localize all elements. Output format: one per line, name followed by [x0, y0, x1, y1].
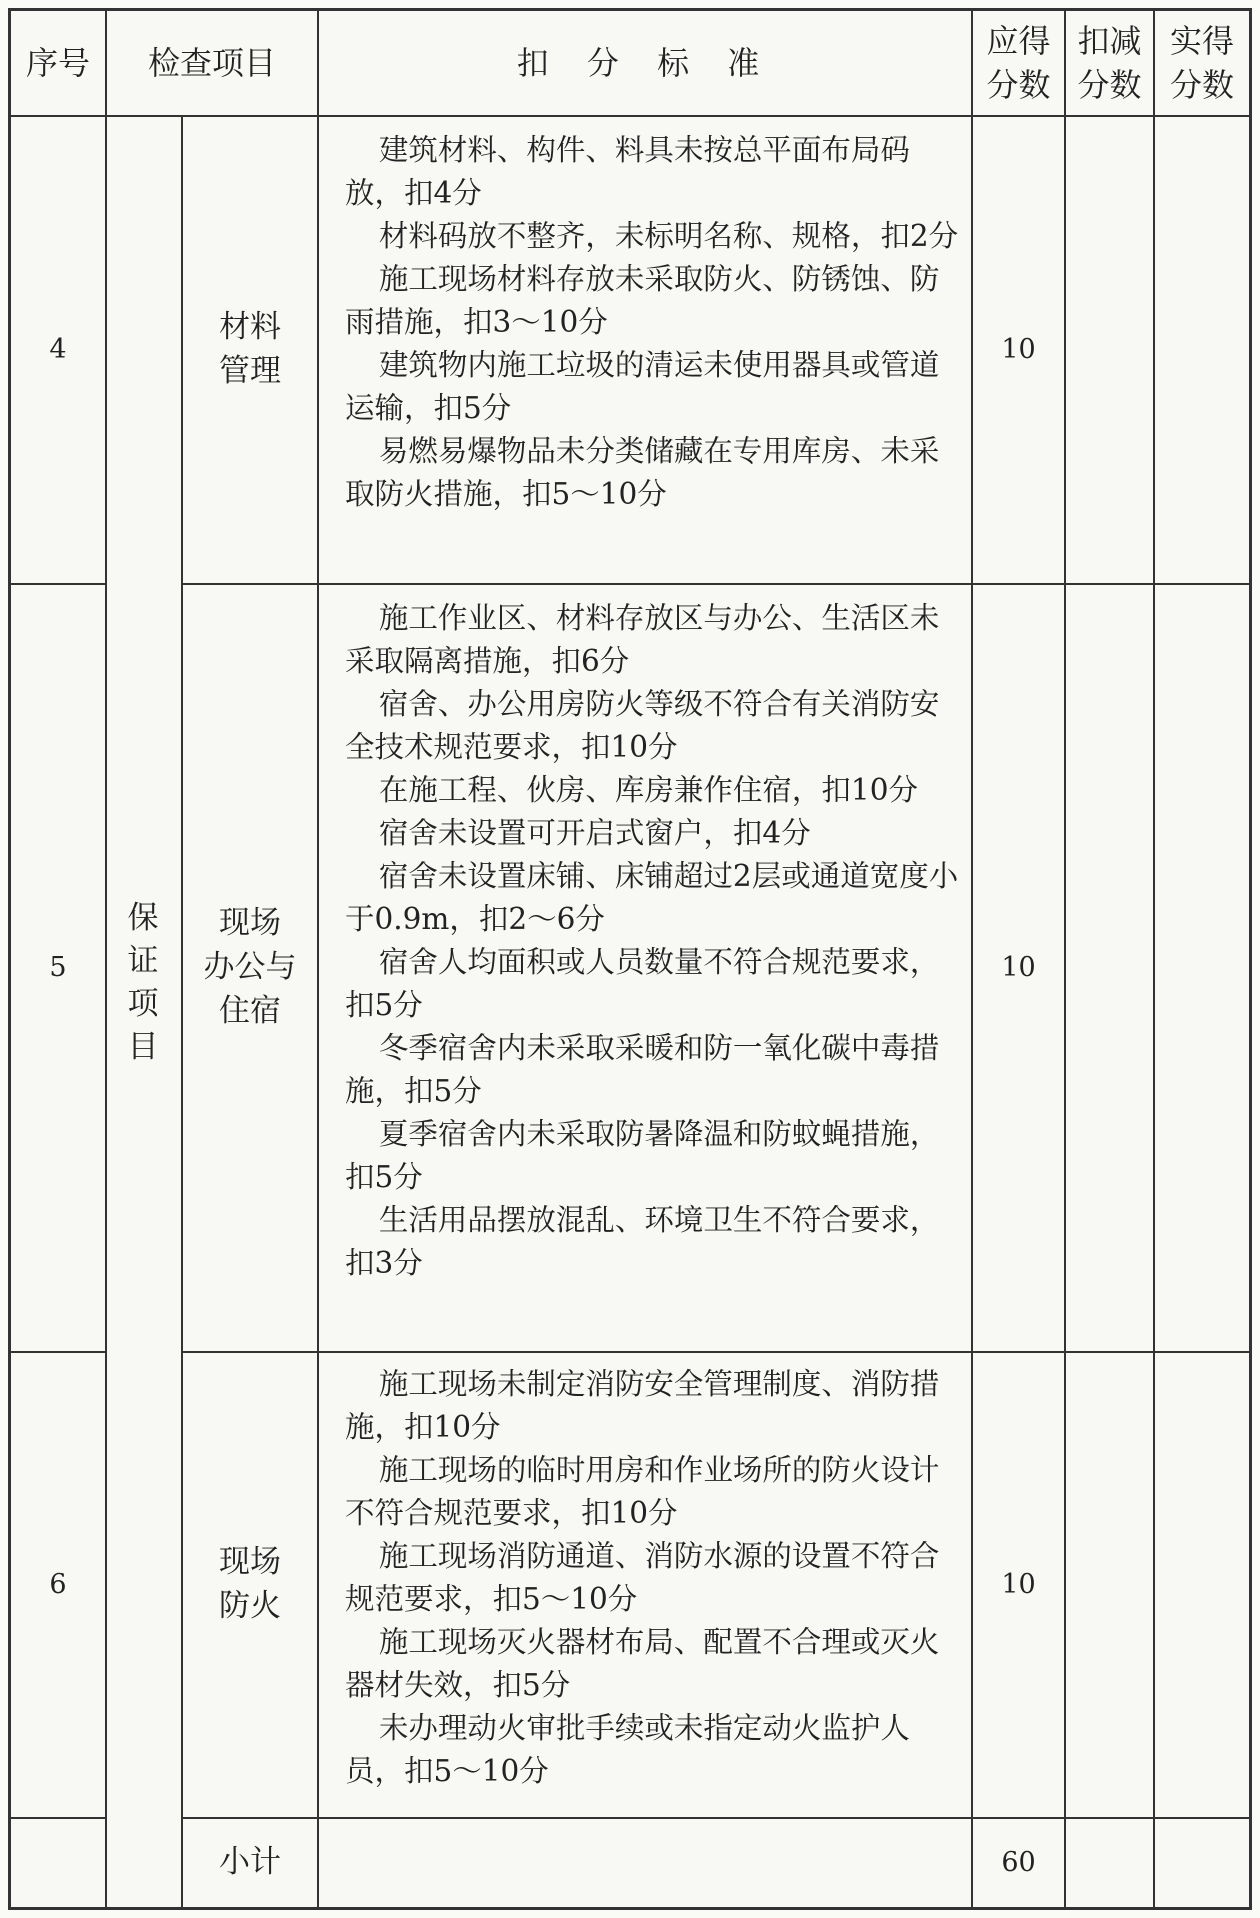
row-divider	[181, 1817, 1249, 1819]
row-seq: 6	[49, 1568, 67, 1600]
row-item: 现场 防火	[219, 1544, 281, 1624]
row-divider	[11, 1817, 105, 1819]
deduction-rule: 未办理动火审批手续或未指定动火监护人员，扣5～10分	[345, 1711, 910, 1788]
header-deduct-score: 扣减 分数	[1077, 22, 1142, 104]
subtotal-label: 小计	[219, 1844, 281, 1880]
deduction-rule: 宿舍人均面积或人员数量不符合规范要求，扣5分	[345, 945, 940, 1022]
deduction-rule: 施工现场灭火器材布局、配置不合理或灭火器材失效，扣5分	[345, 1625, 940, 1702]
row-divider	[181, 583, 1249, 585]
column-divider	[1153, 11, 1155, 1907]
scoring-table	[8, 8, 1252, 1910]
row-item: 现场 办公与 住宿	[203, 905, 297, 1029]
row-seq: 4	[49, 333, 67, 365]
deduction-rule: 夏季宿舍内未采取防暑降温和防蚊蝇措施，扣5分	[345, 1117, 940, 1194]
deduction-rule: 材料码放不整齐，未标明名称、规格，扣2分	[378, 219, 959, 253]
deduction-rule: 施工现场材料存放未采取防火、防锈蚀、防雨措施，扣3～10分	[345, 262, 940, 339]
deduction-rule: 施工现场消防通道、消防水源的设置不符合规范要求，扣5～10分	[345, 1539, 940, 1616]
row-divider	[181, 1351, 1249, 1353]
row-item: 材料 管理	[219, 309, 281, 389]
column-divider	[317, 11, 319, 1907]
column-divider	[1064, 11, 1066, 1907]
header-due-score: 应得 分数	[986, 22, 1051, 104]
deduction-rule: 生活用品摆放混乱、环境卫生不符合要求，扣3分	[345, 1203, 940, 1280]
deduction-rule: 建筑物内施工垃圾的清运未使用器具或管道运输，扣5分	[345, 348, 940, 425]
subtotal-score: 60	[1001, 1846, 1036, 1878]
row-due-score: 10	[1001, 951, 1036, 983]
deduction-rules	[345, 129, 965, 516]
row-seq: 5	[49, 951, 67, 983]
header-deduction-standard: 扣 分 标 准	[516, 44, 774, 82]
deduction-rule: 宿舍、办公用房防火等级不符合有关消防安全技术规范要求，扣10分	[345, 687, 940, 764]
header-actual-score: 实得 分数	[1169, 22, 1234, 104]
deduction-rule: 易燃易爆物品未分类储藏在专用库房、未采取防火措施，扣5～10分	[345, 434, 940, 511]
deduction-rule: 宿舍未设置可开启式窗户，扣4分	[378, 816, 811, 850]
row-due-score: 10	[1001, 333, 1036, 365]
row-due-score: 10	[1001, 1568, 1036, 1600]
deduction-rule: 冬季宿舍内未采取采暖和防一氧化碳中毒措施，扣5分	[345, 1031, 940, 1108]
deduction-rule: 施工现场的临时用房和作业场所的防火设计不符合规范要求，扣10分	[345, 1453, 940, 1530]
deduction-rule: 在施工程、伙房、库房兼作住宿，扣10分	[378, 773, 918, 807]
deduction-rule: 施工作业区、材料存放区与办公、生活区未采取隔离措施，扣6分	[345, 601, 940, 678]
deduction-rule: 建筑材料、构件、料具未按总平面布局码放，扣4分	[345, 133, 910, 210]
header-seq: 序号	[25, 44, 90, 82]
deduction-rule: 宿舍未设置床铺、床铺超过2层或通道宽度小于0.9m，扣2～6分	[345, 859, 959, 936]
deduction-rule: 施工现场未制定消防安全管理制度、消防措施，扣10分	[345, 1367, 940, 1444]
deduction-rules	[345, 1363, 965, 1793]
deduction-rules	[345, 597, 965, 1285]
header-check-item: 检查项目	[147, 44, 276, 82]
column-divider	[105, 11, 107, 1907]
group-label: 保证项目	[127, 900, 159, 1065]
